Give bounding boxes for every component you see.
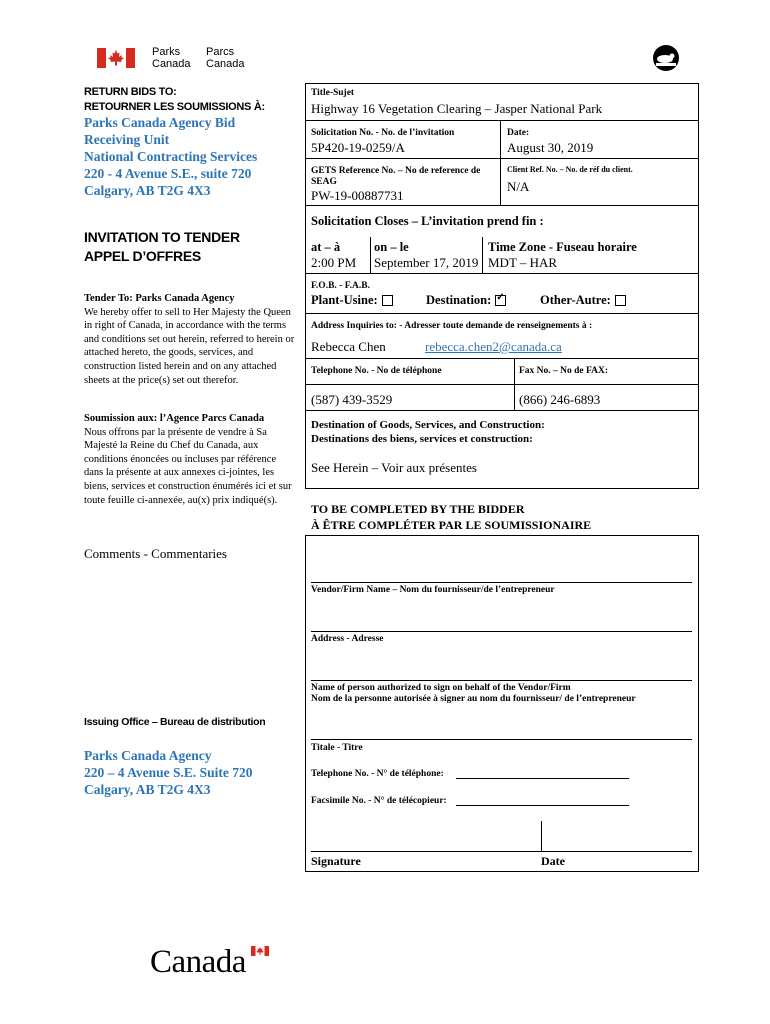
soumission-body: Nous offrons par la présente de vendre à Sa Majesté la Reine du Chef du Canada, aux conditions énoncées ou incluses par référence dans la présente at aux annexes ci-jointes, les biens, services et construction énumérés ici et sur toute feuille ci-annexée, au(x) prix indiqué(s). bbox=[84, 426, 292, 506]
beaver-emblem-icon bbox=[651, 43, 681, 73]
date-label: Date: bbox=[507, 128, 530, 138]
logo-text-en bbox=[152, 46, 191, 70]
invitation-heading-fr: APPEL D’OFFRES bbox=[84, 248, 201, 264]
timezone-label: Time Zone - Fuseau horaire bbox=[488, 240, 637, 254]
telephone-value: (587) 439-3529 bbox=[311, 392, 393, 407]
signature-line[interactable] bbox=[311, 851, 692, 852]
bidder-heading-en: TO BE COMPLETED BY THE BIDDER bbox=[311, 502, 525, 516]
title-line[interactable] bbox=[311, 739, 692, 740]
fax-label: Fax No. – No de FAX: bbox=[519, 366, 609, 376]
plant-usine-checkbox[interactable] bbox=[382, 295, 393, 306]
fob-label: F.O.B. - F.A.B. bbox=[311, 281, 370, 291]
invitation-heading-en: INVITATION TO TENDER bbox=[84, 229, 240, 245]
other-autre-checkbox[interactable] bbox=[615, 295, 626, 306]
authorized-name-line[interactable] bbox=[311, 680, 692, 681]
bidder-title-label: Titale - Titre bbox=[311, 743, 363, 753]
contact-email-link[interactable]: rebecca.chen2@canada.ca bbox=[425, 339, 562, 354]
return-address-line2: Receiving Unit bbox=[84, 132, 170, 147]
logo-text-en-line1: Parks bbox=[152, 46, 181, 58]
destination-label: Destination: bbox=[426, 293, 492, 307]
gets-value: PW-19-00887731 bbox=[311, 188, 404, 203]
return-bids-label bbox=[84, 85, 265, 115]
canada-wordmark bbox=[150, 944, 275, 980]
logo-text-fr-line1: Parcs bbox=[206, 46, 235, 58]
issuing-address-line3: Calgary, AB T2G 4X3 bbox=[84, 782, 211, 797]
return-address bbox=[84, 114, 257, 199]
bidder-heading-fr: À ÊTRE COMPLÉTER PAR LE SOUMISSIONAIRE bbox=[311, 518, 592, 532]
issuing-address-line2: 220 – 4 Avenue S.E. Suite 720 bbox=[84, 765, 253, 780]
address-line[interactable] bbox=[311, 631, 692, 632]
bidder-facsimile-line[interactable] bbox=[456, 805, 629, 806]
telephone-label: Telephone No. - No de téléphone bbox=[311, 366, 442, 376]
tender-to-body: We hereby offer to sell to Her Majesty the Queen in right of Canada, in accordance with the terms and conditions set out herein, referred to herein or attached hereto, the goods, services, and construction listed herein and on any attached sheets at the price(s) set out therefor. bbox=[84, 306, 295, 386]
bidder-telephone-line[interactable] bbox=[456, 778, 629, 779]
bidder-telephone-label: Telephone No. - N° de téléphone: bbox=[311, 769, 444, 779]
address-label: Address - Adresse bbox=[311, 634, 384, 644]
issuing-office-label: Issuing Office – Bureau de distribution bbox=[84, 716, 266, 728]
client-ref-value: N/A bbox=[507, 179, 530, 194]
at-value: 2:00 PM bbox=[311, 255, 357, 270]
closes-label: Solicitation Closes – L’invitation prend fin : bbox=[311, 214, 544, 228]
fax-value: (866) 246-6893 bbox=[519, 392, 601, 407]
invitation-heading bbox=[84, 228, 240, 266]
canada-flag-icon bbox=[97, 48, 135, 68]
plant-usine-label: Plant-Usine: bbox=[311, 293, 378, 307]
comments-label: Comments - Commentaries bbox=[84, 546, 227, 561]
solicitation-value: 5P420-19-0259/A bbox=[311, 140, 405, 155]
destination-goods-label-en: Destination of Goods, Services, and Construction: bbox=[311, 419, 545, 431]
return-address-line3: National Contracting Services bbox=[84, 149, 258, 164]
vendor-name-line[interactable] bbox=[311, 582, 692, 583]
on-value: September 17, 2019 bbox=[374, 255, 479, 270]
return-bids-en: RETURN BIDS TO: bbox=[84, 86, 177, 98]
bidder-facsimile-label: Facsimile No. - N° de télécopieur: bbox=[311, 796, 447, 806]
address-inquiries-label: Address Inquiries to: - Adresser toute demande de renseignements à : bbox=[311, 321, 593, 331]
return-address-line5: Calgary, AB T2G 4X3 bbox=[84, 183, 211, 198]
canada-wordmark-text: Canada bbox=[150, 944, 246, 980]
wordmark-flag-icon bbox=[251, 946, 269, 956]
authorized-name-label-fr: Nom de la personne autorisée à signer au nom du fournisseur/ de l’entrepreneur bbox=[311, 694, 636, 704]
return-address-line1: Parks Canada Agency Bid bbox=[84, 115, 236, 130]
bidder-heading bbox=[311, 501, 591, 533]
destination-checkbox[interactable] bbox=[495, 295, 506, 306]
other-autre-label: Other-Autre: bbox=[540, 293, 611, 307]
destination-goods-label bbox=[311, 418, 545, 446]
soumission-title: Soumission aux: l’Agence Parcs Canada bbox=[84, 413, 265, 424]
at-label: at – à bbox=[311, 240, 341, 254]
title-value: Highway 16 Vegetation Clearing – Jasper National Park bbox=[311, 101, 603, 116]
return-bids-fr: RETOURNER LES SOUMISSIONS À: bbox=[84, 101, 265, 113]
client-ref-label: Client Ref. No. – No. de réf du client. bbox=[507, 165, 633, 174]
date-signed-label: Date bbox=[541, 854, 565, 868]
parks-canada-logo bbox=[97, 46, 257, 72]
destination-goods-value: See Herein – Voir aux présentes bbox=[311, 460, 477, 475]
logo-text-en-line2: Canada bbox=[152, 58, 191, 70]
title-label: Title-Sujet bbox=[311, 88, 355, 98]
issuing-address bbox=[84, 747, 253, 798]
authorized-name-label-en: Name of person authorized to sign on behalf of the Vendor/Firm bbox=[311, 683, 571, 693]
vendor-name-label: Vendor/Firm Name – Nom du fournisseur/de l’entrepreneur bbox=[311, 585, 555, 595]
timezone-value: MDT – HAR bbox=[488, 255, 558, 270]
logo-text-fr bbox=[206, 46, 245, 70]
date-value: August 30, 2019 bbox=[507, 140, 594, 155]
authorized-name-label bbox=[311, 683, 636, 705]
destination-option[interactable] bbox=[426, 293, 506, 308]
tender-to-block bbox=[84, 292, 296, 387]
solicitation-label: Solicitation No. - No. de l’invitation bbox=[311, 128, 455, 138]
logo-text-fr-line2: Canada bbox=[206, 58, 245, 70]
gets-label: GETS Reference No. – No de reference de SEAG bbox=[311, 166, 481, 187]
soumission-block bbox=[84, 412, 296, 507]
return-address-line4: 220 - 4 Avenue S.E., suite 720 bbox=[84, 166, 252, 181]
issuing-address-line1: Parks Canada Agency bbox=[84, 748, 212, 763]
on-label: on – le bbox=[374, 240, 409, 254]
tender-to-title: Tender To: Parks Canada Agency bbox=[84, 293, 235, 304]
contact-name: Rebecca Chen bbox=[311, 339, 386, 354]
signature-label: Signature bbox=[311, 854, 361, 868]
plant-usine-option[interactable] bbox=[311, 293, 393, 308]
destination-goods-label-fr: Destinations des biens, services et construction: bbox=[311, 433, 533, 445]
other-autre-option[interactable] bbox=[540, 293, 626, 308]
